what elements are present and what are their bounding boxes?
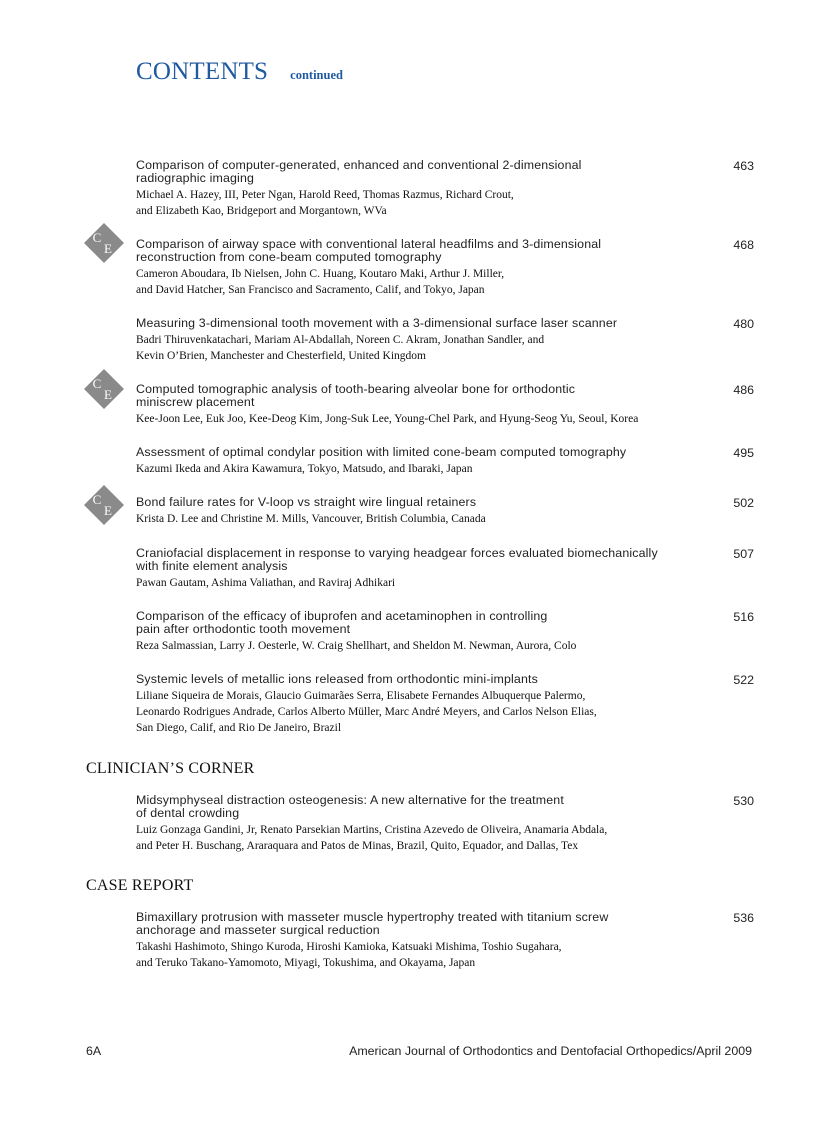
page-number: 536 [733,911,754,925]
page-number: 463 [733,159,754,173]
toc-entry[interactable] [136,317,756,364]
page-number: 516 [733,610,754,624]
toc-entry[interactable] [136,238,756,298]
footer-journal: American Journal of Orthodontics and Dentofacial Orthopedics/April 2009 [349,1044,752,1058]
article-authors: Pawan Gautam, Ashima Valiathan, and Raviraj Adhikari [136,577,396,589]
article-authors: Cameron Aboudara, Ib Nielsen, John C. Huang, Koutaro Maki, Arthur J. Miller, and David Hatcher, San Francisco and Sacramento, Calif, and Tokyo, Japan [136,268,505,296]
ce-letter-c: C [92,376,102,391]
article-authors: Kee-Joon Lee, Euk Joo, Kee-Deog Kim, Jong-Suk Lee, Young-Chel Park, and Hyung-Seog Yu, Seoul, Korea [136,413,639,425]
page-number: 468 [733,238,754,252]
page-number: 480 [733,317,754,331]
article-authors: Krista D. Lee and Christine M. Mills, Vancouver, British Columbia, Canada [136,513,486,525]
toc-entry[interactable] [136,673,756,736]
toc-entry[interactable] [136,446,756,477]
article-title: Midsymphyseal distraction osteogenesis: A new alternative for the treatment of dental crowding [136,793,564,820]
page-title: CONTENTS [136,58,269,85]
article-title: Bond failure rates for V-loop vs straight wire lingual retainers [136,495,477,509]
article-authors: Reza Salmassian, Larry J. Oesterle, W. Craig Shellhart, and Sheldon M. Newman, Aurora, Colo [136,640,577,652]
ce-letter-e: E [104,503,112,518]
page-number: 486 [733,383,754,397]
article-title: Craniofacial displacement in response to varying headgear forces evaluated biomechanically with finite element analysis [136,546,658,573]
ce-credit-icon [83,222,125,264]
article-title: Systemic levels of metallic ions released from orthodontic mini-implants [136,672,538,686]
section-heading-clinicians-corner: CLINICIAN’S CORNER [86,760,255,777]
page-number: 502 [733,496,754,510]
page-number: 522 [733,673,754,687]
footer-page-label: 6A [86,1044,102,1058]
toc-entry[interactable] [136,794,756,854]
article-authors: Luiz Gonzaga Gandini, Jr, Renato Parsekian Martins, Cristina Azevedo de Oliveira, Anamaria Abdala, and Peter H. Buschang, Araraquara and Patos de Minas, Brazil, Quito, Equador, and Dallas, Tex [136,824,608,852]
page-header [136,58,343,86]
ce-letter-e: E [104,387,112,402]
toc-entry[interactable] [136,383,756,427]
article-authors: Liliane Siqueira de Morais, Glaucio Guimarães Serra, Elisabete Fernandes Albuquerque Palermo, Leonardo Rodrigues Andrade, Carlos Alberto Müller, Marc André Meyers, and Carlos Nelson Elias, San Diego, Calif, and Rio De Janeiro, Brazil [136,690,597,734]
toc-entry[interactable] [136,547,756,591]
toc-entry[interactable] [136,911,756,971]
article-title: Computed tomographic analysis of tooth-bearing alveolar bone for orthodontic miniscrew placement [136,382,576,409]
page-number: 530 [733,794,754,808]
article-authors: Badri Thiruvenkatachari, Mariam Al-Abdallah, Noreen C. Akram, Jonathan Sandler, and Kevin O’Brien, Manchester and Chesterfield, United Kingdom [136,334,545,362]
article-authors: Takashi Hashimoto, Shingo Kuroda, Hiroshi Kamioka, Katsuaki Mishima, Toshio Sugahara, and Teruko Takano-Yamomoto, Miyagi, Tokushima, and Okayama, Japan [136,941,562,969]
toc-entry[interactable] [136,159,756,219]
article-title: Bimaxillary protrusion with masseter muscle hypertrophy treated with titanium screw anchorage and masseter surgical reduction [136,910,609,937]
article-title: Assessment of optimal condylar position with limited cone-beam computed tomography [136,445,627,459]
article-title: Comparison of the efficacy of ibuprofen and acetaminophen in controlling pain after orthodontic tooth movement [136,609,548,636]
ce-credit-icon [83,368,125,410]
article-authors: Kazumi Ikeda and Akira Kawamura, Tokyo, Matsudo, and Ibaraki, Japan [136,463,473,475]
article-title: Comparison of airway space with conventional lateral headfilms and 3-dimensional reconstruction from cone-beam computed tomography [136,237,602,264]
toc-entry[interactable] [136,610,756,654]
ce-letter-c: C [92,492,102,507]
page-number: 495 [733,446,754,460]
page-number: 507 [733,547,754,561]
article-title: Measuring 3-dimensional tooth movement with a 3-dimensional surface laser scanner [136,316,618,330]
ce-letter-e: E [104,241,112,256]
ce-credit-icon [83,484,125,526]
toc-entry[interactable] [136,496,756,527]
continued-label: continued [290,68,343,82]
article-authors: Michael A. Hazey, III, Peter Ngan, Harold Reed, Thomas Razmus, Richard Crout, and Elizabeth Kao, Bridgeport and Morgantown, WVa [136,189,514,217]
section-heading-case-report: CASE REPORT [86,877,194,894]
ce-letter-c: C [92,230,102,245]
article-title: Comparison of computer-generated, enhanced and conventional 2-dimensional radiographic imaging [136,158,582,185]
